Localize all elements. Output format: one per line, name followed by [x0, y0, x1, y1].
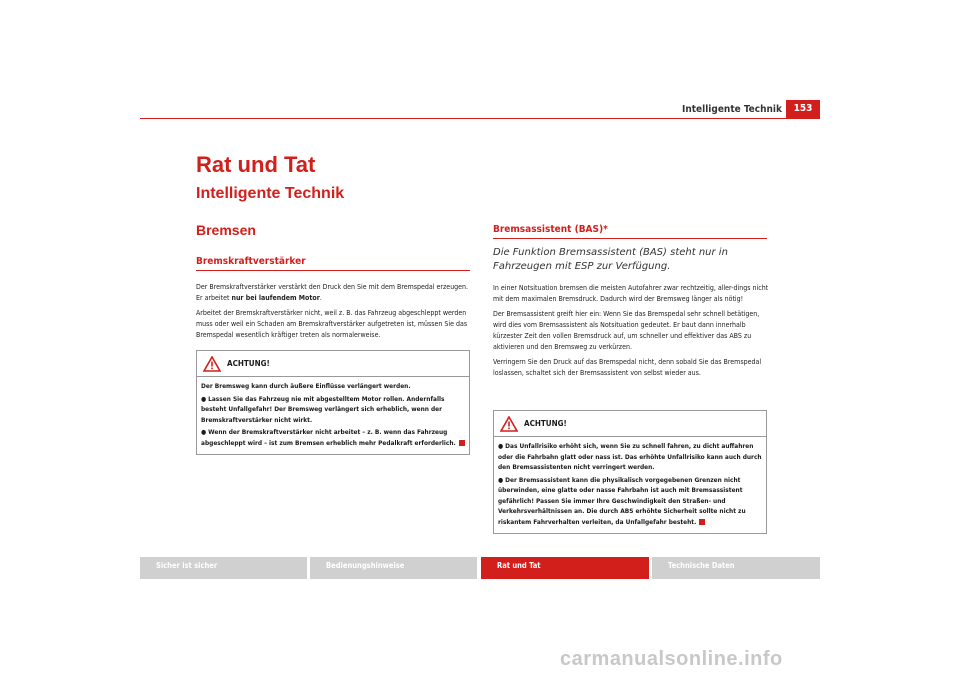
- header-rule: [140, 118, 820, 119]
- left-warning-box: [196, 350, 470, 455]
- right-paragraph-2: Der Bremsassistent greift hier ein: Wenn Sie das Bremspedal sehr schnell betätigen, wird dies vom Bremsassistent als Notsituation gedeutet. Er baut dann innerhalb kürzester Zeit den vollen Bremsdruck auf, um schneller und effektiver das ABS zu aktivieren und den Bremsweg zu verkürzen.: [493, 310, 760, 351]
- bullet-icon: ●: [201, 394, 209, 403]
- left-warning-header: [197, 351, 469, 377]
- end-marker-icon: [459, 440, 465, 446]
- running-header-title: Intelligente Technik: [681, 104, 782, 115]
- bullet-icon: ●: [498, 475, 506, 484]
- right-intro-text: Die Funktion Bremsassistent (BAS) steht nur in Fahrzeugen mit ESP zur Verfügung.: [493, 247, 728, 272]
- left-paragraph-1: Der Bremskraftverstärker verstärkt den Druck den Sie mit dem Bremspedal erzeugen. Er arbeitet nur bei laufendem Motor.: [196, 283, 469, 302]
- left-column-heading: Bremskraftverstärker: [196, 256, 470, 271]
- left-body-text: [196, 282, 472, 345]
- left-warning-body: [197, 377, 469, 454]
- right-warning-bullet-2: ● Der Bremsassistent kann die physikalisch vorgegebenen Grenzen nicht überwinden, eine glatte oder nasse Fahrbahn ist auch mit Bremsassistent gefährlich! Passen Sie immer Ihre Geschwindigkeit den Straßen- und Verkehrsverhältnissen an. Die durch ABS erhöhte Sicherheit sollte nicht zu riskantem Fahrverhalten verleiten, da Unfallgefahr besteht.: [498, 475, 746, 526]
- right-warning-title: ACHTUNG!: [524, 419, 567, 428]
- left-warning-bullet-1: ● Lassen Sie das Fahrzeug nie mit abgestelltem Motor rollen. Andernfalls besteht Unfallgefahr! Der Bremsweg verlängert sich erheblich, wenn der Bremskraftverstärker nicht wirkt.: [201, 394, 445, 424]
- left-warning-title: ACHTUNG!: [227, 359, 270, 368]
- chapter-heading: Rat und Tat: [196, 152, 316, 177]
- right-warning-box: [493, 410, 767, 534]
- right-paragraph-3: Verringern Sie den Druck auf das Bremspedal nicht, denn sobald Sie das Bremspedal loslassen, schaltet sich der Bremsassistent von selbst wieder aus.: [493, 358, 762, 377]
- footer-tab-sicher-ist-sicher[interactable]: Sicher ist sicher: [140, 557, 307, 579]
- page-number: 153: [786, 100, 820, 118]
- right-warning-body: [494, 437, 766, 533]
- section-heading: Intelligente Technik: [196, 185, 345, 202]
- footer-tab-technische-daten[interactable]: Technische Daten: [652, 557, 820, 579]
- left-paragraph-2: Arbeitet der Bremskraftverstärker nicht, weil z. B. das Fahrzeug abgeschleppt werden muss oder weil ein Schaden am Bremskraftverstärker aufgetreten ist, müssen Sie das Bremspedal wesentlich kräftiger treten als normalerweise.: [196, 309, 468, 339]
- watermark: carmanualsonline.info: [560, 648, 783, 670]
- right-warning-header: [494, 411, 766, 437]
- subsection-heading: Bremsen: [196, 222, 256, 238]
- right-body-text: [493, 283, 769, 383]
- right-warning-bullet-1: ● Das Unfallrisiko erhöht sich, wenn Sie zu schnell fahren, zu dicht auffahren oder die Fahrbahn glatt oder nass ist. Das erhöhte Unfallrisiko kann auch durch den Bremsassistenten nicht verringert werden.: [498, 442, 762, 471]
- right-column-heading: Bremsassistent (BAS)*: [493, 224, 767, 239]
- footer-tab-bedienungshinweise[interactable]: Bedienungshinweise: [310, 557, 477, 579]
- bullet-icon: ●: [201, 428, 209, 436]
- warning-triangle-icon: [203, 356, 221, 372]
- right-paragraph-1: In einer Notsituation bremsen die meisten Autofahrer zwar rechtzeitig, aller-dings nicht mit dem maximalen Bremsdruck. Dadurch wird der Bremsweg länger als nötig!: [493, 284, 769, 303]
- warning-triangle-icon: [500, 416, 518, 432]
- left-warning-bullet-2: ● Wenn der Bremskraftverstärker nicht arbeitet – z. B. wenn das Fahrzeug abgeschleppt wird – ist zum Bremsen erheblich mehr Pedalkraft erforderlich.: [201, 427, 465, 448]
- end-marker-icon: [699, 519, 705, 525]
- bullet-icon: ●: [498, 442, 506, 450]
- left-warning-line-1: Der Bremsweg kann durch äußere Einflüsse verlängert werden.: [201, 382, 411, 390]
- footer-tab-rat-und-tat[interactable]: Rat und Tat: [481, 557, 649, 579]
